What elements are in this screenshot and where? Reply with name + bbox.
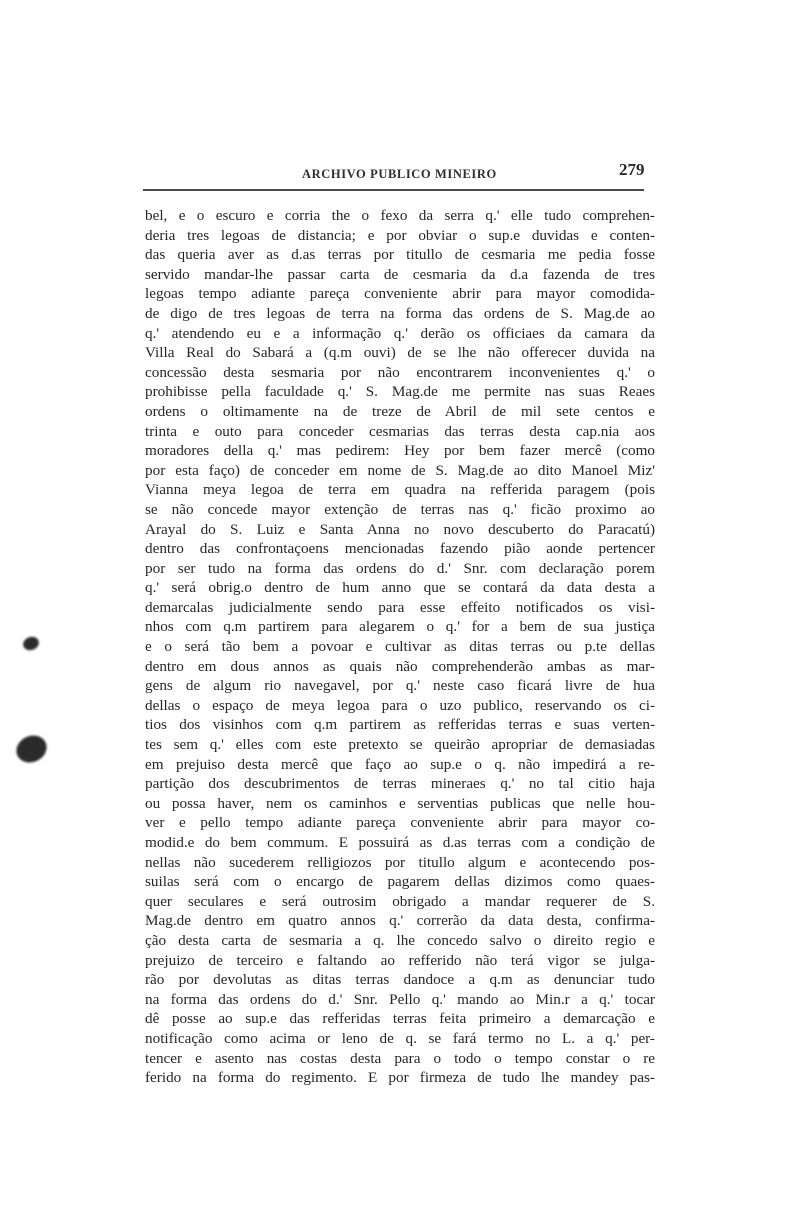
text-line: gens de algum rio navegavel, por q.' neste caso ficará livre de hua <box>145 677 655 695</box>
text-line: ção desta carta de sesmaria a q. lhe concedo salvo o direito regio e <box>145 931 655 949</box>
header-rule <box>143 189 644 191</box>
text-line: e o será tão bem a povoar e cultivar as ditas terras ou p.te dellas <box>145 638 655 656</box>
text-line: legoas tempo adiante pareça conveniente abrir para mayor comodida- <box>145 285 655 303</box>
text-line: dellas o espaço de meya legoa para o uzo publico, reservando os ci- <box>145 696 655 714</box>
text-line: de digo de tres legoas de terra na forma das ordens de S. Mag.de ao <box>145 304 655 322</box>
text-line: dentro em dous annos as quais não comprehenderão ambas as mar- <box>145 657 655 675</box>
text-line: das queria aver as d.as terras por titullo de cesmaria me pedia fosse <box>145 246 655 264</box>
ink-blot <box>21 635 40 653</box>
text-line: concessão desta sesmaria por não encontrarem inconvenientes q.' o <box>145 363 655 381</box>
text-line: dê posse ao sup.e das refferidas terras feita primeiro a demarcação e <box>145 1010 655 1028</box>
text-line: suilas será com o encargo de pagarem dellas dizimos como quaes- <box>145 873 655 891</box>
text-line: deria tres legoas de distancia; e por obviar o sup.e duvidas e conten- <box>145 226 655 244</box>
running-title: ARCHIVO PUBLICO MINEIRO <box>302 167 497 181</box>
text-line: ferido na forma do regimento. E por firmeza de tudo lhe mandey pas- <box>145 1069 655 1087</box>
text-line: partição dos descubrimentos de terras mineraes q.' no tal citio haja <box>145 775 655 793</box>
text-line: na forma das ordens do d.' Snr. Pello q.' mando ao Min.r a q.' tocar <box>145 990 655 1008</box>
text-line: rão por devolutas as ditas terras dandoce a q.m as denunciar tudo <box>145 971 655 989</box>
text-line: modid.e do bem commum. E possuirá as d.as terras com a condição de <box>145 834 655 851</box>
text-line: ou possa haver, nem os caminhos e serventias publicas que nelle hou- <box>145 794 655 812</box>
text-line: notificação como acima or leno de q. se fará termo no L. a q.' per- <box>145 1029 655 1047</box>
text-line: Mag.de dentro em quatro annos q.' correrão da data desta, confirma- <box>145 912 655 930</box>
body-text <box>145 206 655 1088</box>
text-line: moradores della q.' mas pedirem: Hey por bem fazer mercê (como <box>145 442 655 460</box>
text-line: nellas não sucederem relligiozos por titullo algum e acontecendo pos- <box>145 853 655 871</box>
text-line: em prejuiso desta mercê que faço ao sup.e o q. não impedirá a re- <box>145 755 655 773</box>
text-line: q.' atendendo eu e a informação q.' derão os officiaes da camara da <box>145 324 655 342</box>
text-line: servido mandar-lhe passar carta de cesmaria da d.a fazenda de tres <box>145 265 655 283</box>
text-line: ordens o oltimamente na de treze de Abril de mil sete centos e <box>145 402 655 420</box>
text-line: Villa Real do Sabará a (q.m ouvi) de se lhe não offerecer duvida na <box>145 344 655 362</box>
text-line: trinta e outo para conceder cesmarias das terras desta cap.nia aos <box>145 422 655 440</box>
text-line: quer seculares e será outrosim obrigado a mandar requerer de S. <box>145 892 655 910</box>
ink-blot <box>12 731 51 768</box>
text-line: Vianna meya legoa de terra em quadra na refferida paragem (pois <box>145 481 655 499</box>
text-line: nhos com q.m partirem para alegarem o q.' for a bem de sua justiça <box>145 618 655 636</box>
text-line: prejuizo de terceiro e faltando ao refferido não terá vigor se julga- <box>145 951 655 969</box>
text-line: demarcalas judicialmente sendo para esse effeito notificados os visi- <box>145 598 655 616</box>
text-line: tencer e asento nas costas desta para o todo o tempo constar o re <box>145 1049 655 1067</box>
text-line: ver e pello tempo adiante pareça conveniente abrir para mayor co- <box>145 814 655 832</box>
page-number: 279 <box>619 160 645 179</box>
text-line: se não concede mayor extenção de terras nas q.' ficão proximo ao <box>145 500 655 518</box>
text-line: bel, e o escuro e corria the o fexo da serra q.' elle tudo comprehen- <box>145 207 655 224</box>
text-line: por ser tudo na forma das ordens do d.' Snr. com declaração porem <box>145 559 655 577</box>
text-line: Arayal do S. Luiz e Santa Anna no novo descuberto do Paracatú) <box>145 520 655 538</box>
text-line: prohibisse pella faculdade q.' S. Mag.de me permite nas suas Reaes <box>145 383 655 401</box>
text-line: dentro das confrontaçoens mencionadas fazendo pião aonde pertencer <box>145 540 655 558</box>
text-line: tes sem q.' elles com este pretexto se queirão apropriar de demasiadas <box>145 736 655 754</box>
text-line: q.' será obrig.o dentro de hum anno que se contará da data desta a <box>145 579 655 597</box>
text-line: por esta faço) de conceder em nome de S. Mag.de ao dito Manoel Miz' <box>145 461 655 479</box>
text-line: tios dos visinhos com q.m partirem as refferidas terras e suas verten- <box>145 716 655 734</box>
